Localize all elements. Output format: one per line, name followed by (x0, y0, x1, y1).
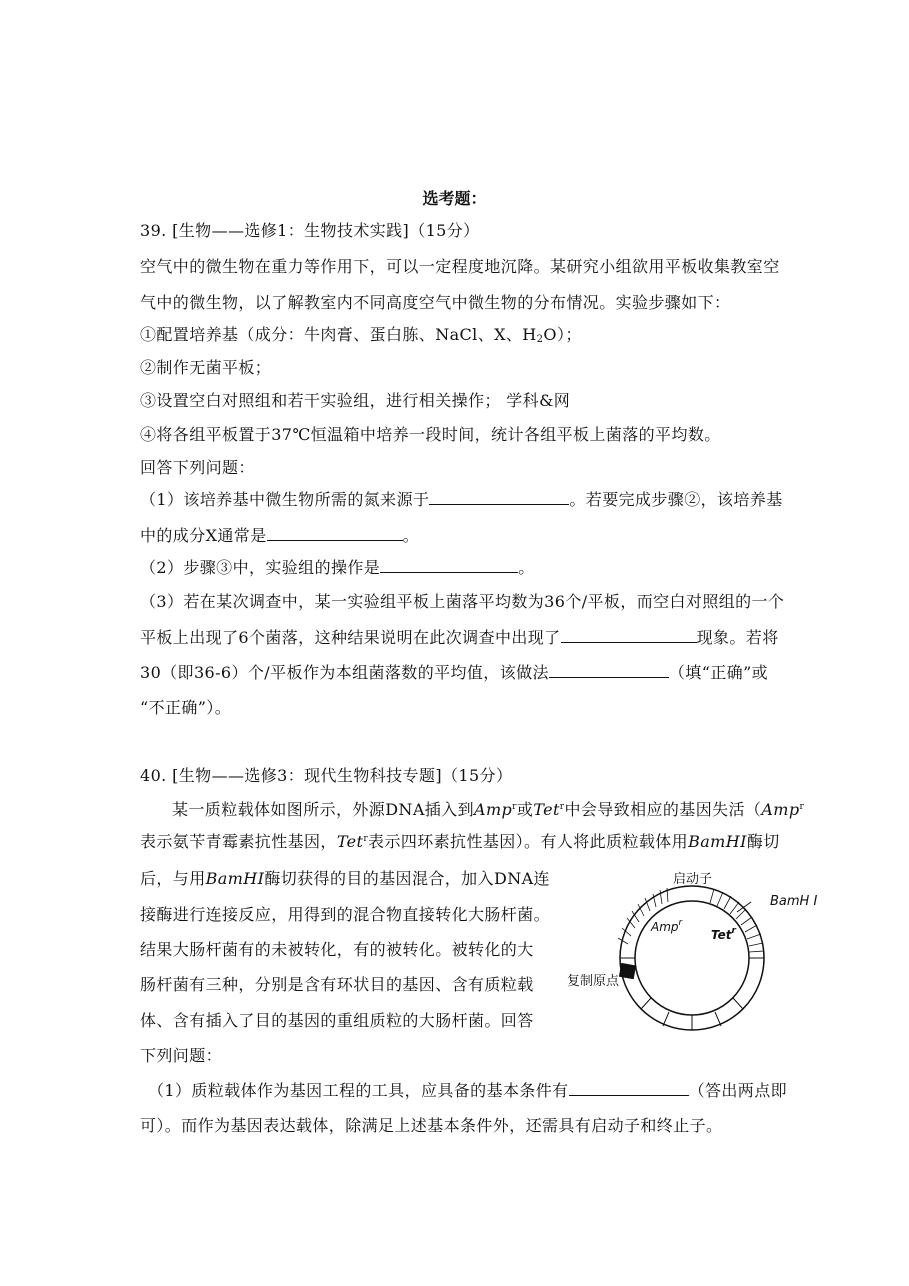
q39-intro-2: 气中的微生物，以了解教室内不同高度空气中微生物的分布情况。实验步骤如下： (140, 293, 731, 312)
origin-block (619, 963, 636, 979)
bamhi-site-label: BamH I (770, 894, 818, 909)
tet-region (710, 889, 764, 952)
amp-gene: Amp (473, 800, 513, 819)
tet-label-sup: r (731, 926, 736, 936)
q40-line1 (172, 800, 804, 820)
amp-label-sup: r (678, 918, 683, 928)
step1-text-end: O）； (543, 325, 582, 344)
amp-label-text: Amp (651, 920, 679, 934)
amp-sup-2: r (799, 802, 805, 812)
q40-or: 或 (516, 800, 534, 819)
q40-header: 40. [生物——选修3：现代生物科技专题]（15分） (140, 766, 513, 785)
q40-part1-line1 (148, 1081, 787, 1101)
plasmid-inner-ring (635, 901, 749, 1015)
tet-gene-2: Tet (336, 832, 364, 851)
tet-sup-2: r (363, 834, 369, 844)
q39-step2: ②制作无菌平板； (140, 358, 272, 377)
q39-part1-line1 (140, 490, 783, 510)
q39-part2 (140, 558, 535, 578)
q40-text-3: 表示氨苄青霉素抗性基因， (140, 832, 337, 851)
q39-intro-1: 空气中的微生物在重力等作用下，可以一定程度地沉降。某研究小组欲用平板收集教室空 (140, 257, 780, 276)
plasmid-svg (565, 866, 855, 1036)
promoter-label: 启动子 (673, 872, 713, 887)
q39-part3-text-3: 30（即36-6）个/平板作为本组菌落数的平均值，该做法 (140, 663, 549, 682)
q40-part1-line2: 可）。而作为基因表达载体，除满足上述基本条件外，还需具有启动子和终止子。 (140, 1116, 723, 1135)
q39-step3: ③设置空白对照组和若干实验组，进行相关操作； 学科&网 (140, 391, 571, 410)
q40-text-4: 表示四环素抗性基因）。有人将此质粒载体用 (368, 832, 689, 851)
q39-part3-line2 (140, 628, 779, 648)
bamhi-enzyme: BamHI (688, 832, 747, 851)
answer-blank-vector-conditions[interactable] (569, 1081, 689, 1096)
q40-line6: 肠杆菌有三种，分别是含有环状目的基因、含有质粒载 (140, 975, 534, 994)
q40-line4: 接酶进行连接反应，用得到的混合物直接转化大肠杆菌。 (140, 905, 551, 924)
q39-part2-text: （2）步骤③中，实验组的操作是 (140, 558, 381, 577)
q40-text-1: 某一质粒载体如图所示，外源DNA插入到 (172, 800, 474, 819)
q39-part3-line1: （3）若在某次调查中，某一实验组平板上菌落平均数为36个/平板，而空白对照组的一个 (140, 592, 785, 611)
amp-label (651, 920, 682, 934)
q40-text-2: 中会导致相应的基因失活（ (564, 800, 762, 819)
ring-segment-marks (620, 958, 764, 1030)
q39-part3-text-4: （填“正确”或 (668, 663, 769, 682)
answer-blank-component-x[interactable] (267, 526, 403, 541)
q39-step1 (140, 325, 582, 345)
answer-blank-experiment-operation[interactable] (380, 558, 518, 573)
q39-part1-text: （1）该培养基中微生物所需的氮来源于 (140, 490, 430, 509)
q39-part3-line4: “不正确”）。 (140, 698, 232, 717)
q39-part1-line2 (140, 526, 419, 546)
tet-sup: r (559, 802, 565, 812)
q39-part3-text: 平板上出现了6个菌落，这种结果说明在此次调查中出现了 (140, 628, 561, 647)
q40-line8: 下列问题： (140, 1046, 223, 1065)
plasmid-diagram (565, 866, 855, 1036)
section-title: 选考题： (422, 189, 487, 208)
q40-part1-text-2: （答出两点即 (688, 1081, 787, 1100)
tet-label (711, 928, 736, 942)
answer-blank-phenomenon[interactable] (561, 628, 697, 643)
bamhi-enzyme-2: BamHI (205, 869, 265, 888)
q39-part3-text-2: 现象。若将 (696, 628, 779, 647)
answer-blank-correctness[interactable] (549, 663, 669, 678)
q39-part1-text-4: 。 (402, 526, 419, 545)
amp-gene-2: Amp (761, 800, 800, 819)
q39-part3-line3 (140, 663, 768, 683)
q39-part1-text-3: 中的成分X通常是 (140, 526, 267, 545)
q39-part1-text-2: 。若要完成步骤②，该培养基 (569, 490, 783, 509)
answer-blank-nitrogen-source[interactable] (429, 490, 569, 505)
q40-text-7: 酶切获得的目的基因混合，加入DNA连 (264, 869, 550, 888)
q39-prompt: 回答下列问题： (140, 458, 255, 477)
q40-line5: 结果大肠杆菌有的未被转化，有的被转化。被转化的大 (140, 940, 534, 959)
amp-region (618, 888, 668, 944)
q39-part2-text-2: 。 (518, 558, 535, 577)
tet-gene: Tet (533, 800, 560, 819)
q40-text-5: 酶切 (746, 832, 780, 851)
q40-text-6: 后，与用 (140, 869, 206, 888)
origin-label: 复制原点 (567, 974, 620, 989)
q39-header: 39. [生物——选修1：生物技术实践]（15分） (140, 221, 480, 240)
step1-subscript: 2 (536, 334, 544, 345)
q39-step4: ④将各组平板置于37℃恒温箱中培养一段时间，统计各组平板上菌落的平均数。 (140, 425, 721, 444)
q40-line7: 体、含有插入了目的基因的重组质粒的大肠杆菌。回答 (140, 1011, 534, 1030)
q40-part1-text: （1）质粒载体作为基因工程的工具，应具备的基本条件有 (148, 1081, 569, 1100)
q40-line2 (140, 832, 780, 852)
tet-label-text: Tet (711, 928, 732, 942)
amp-sup: r (512, 802, 517, 812)
q40-line3 (140, 869, 550, 889)
step1-text: ①配置培养基（成分：牛肉膏、蛋白胨、NaCl、X、H (140, 325, 537, 344)
